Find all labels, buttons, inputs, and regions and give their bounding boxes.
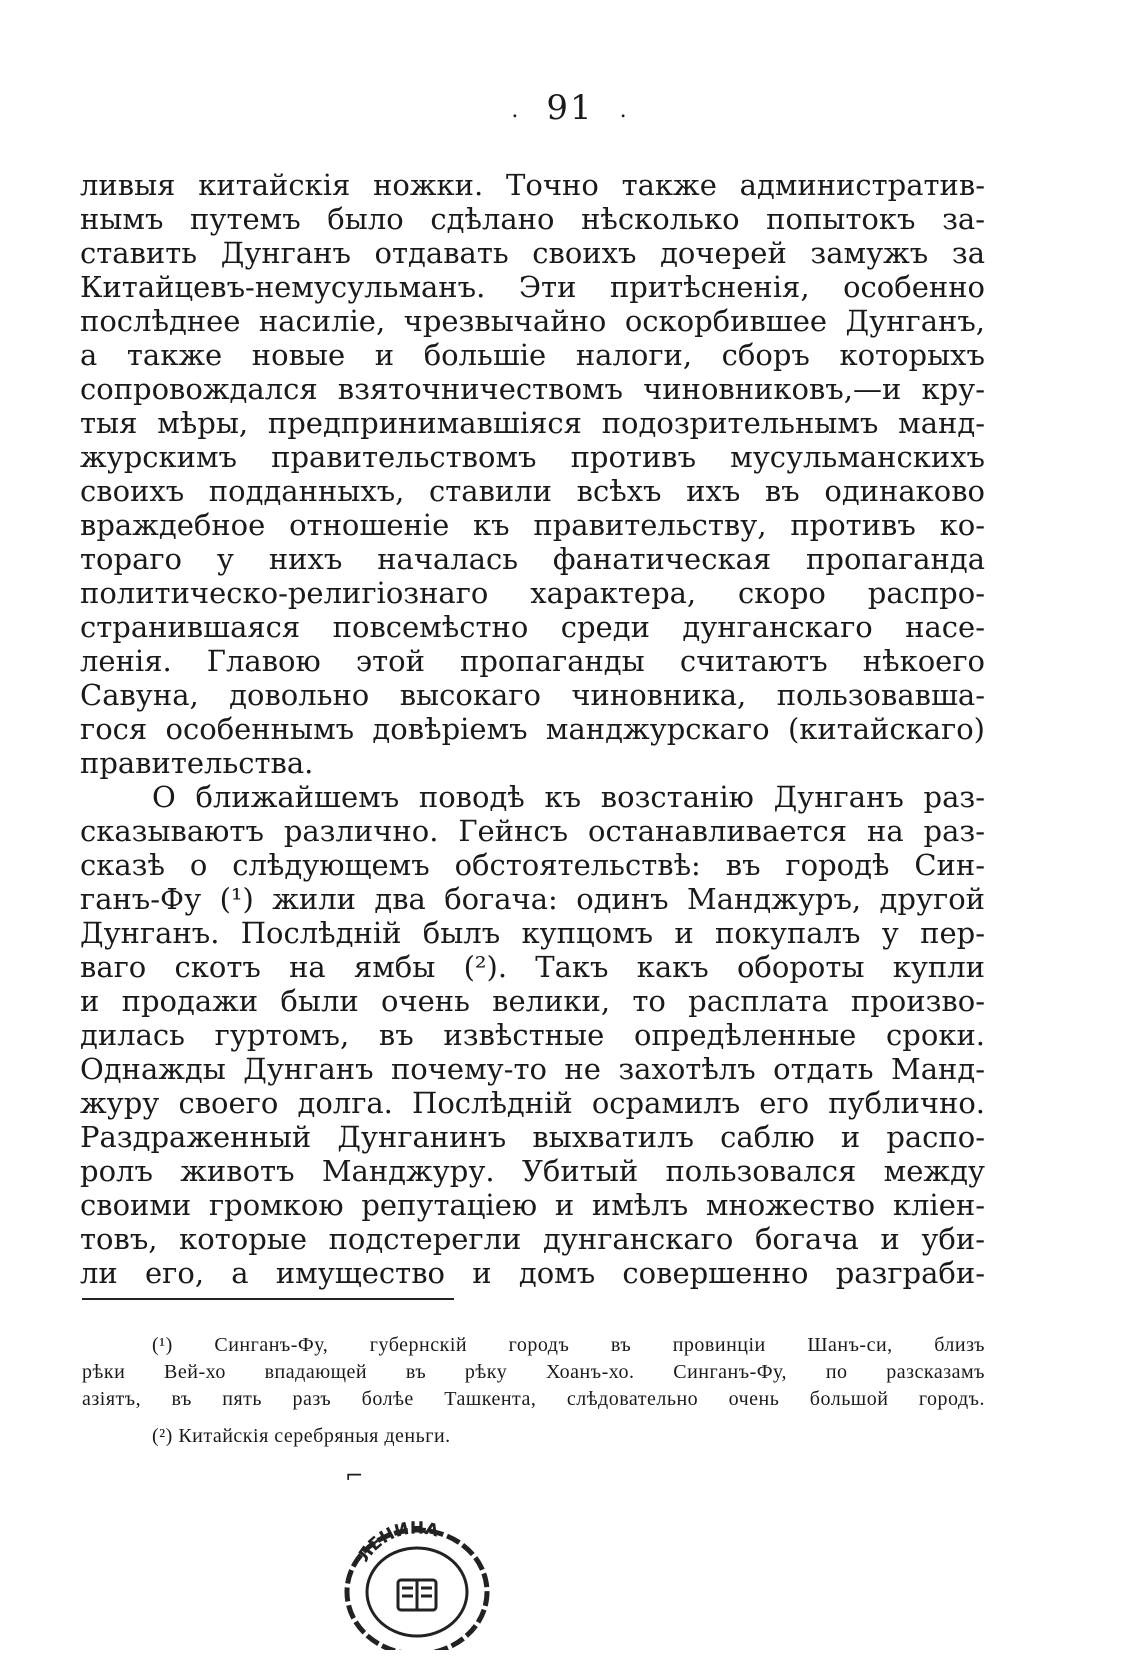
footnotes <box>82 1332 985 1450</box>
text-line: ставить Дунганъ отдавать своихъ дочерей замужъ за <box>80 236 985 270</box>
page-number-value: 91 <box>546 88 594 128</box>
footnote-divider <box>82 1298 454 1300</box>
page-number <box>0 88 1140 128</box>
stamp-text: ЛЕНИНА <box>353 1518 441 1566</box>
text-line: а также новые и большіе налоги, сборъ которыхъ <box>80 338 985 372</box>
text-line: политическо-религіознаго характера, скоро распро- <box>80 576 985 610</box>
text-line: своихъ подданныхъ, ставили всѣхъ ихъ въ одинаково <box>80 474 985 508</box>
text-line: сказѣ о слѣдующемъ обстоятельствѣ: въ городѣ Син- <box>80 848 985 882</box>
text-line: журскимъ правительствомъ противъ мусульманскихъ <box>80 440 985 474</box>
dot-icon: . <box>619 97 629 123</box>
text-line: ливыя китайскія ножки. Точно также административ- <box>80 168 985 202</box>
body-text <box>80 168 985 1290</box>
text-line: послѣднее насиліе, чрезвычайно оскорбившее Дунганъ, <box>80 304 985 338</box>
text-line: ленія. Главою этой пропаганды считаютъ нѣкоего <box>80 644 985 678</box>
text-line: странившаяся повсемѣстно среди дунганскаго насе- <box>80 610 985 644</box>
text-line: Китайцевъ-немусульманъ. Эти притѣсненія, особенно <box>80 270 985 304</box>
paragraph-start-line: О ближайшемъ поводѣ къ возстанію Дунганъ раз- <box>152 780 985 814</box>
text-line: Савуна, довольно высокаго чиновника, пользовавша- <box>80 678 985 712</box>
text-line: ганъ-Фу (¹) жили два богача: одинъ Манджуръ, другой <box>80 882 985 916</box>
text-line: дилась гуртомъ, въ извѣстные опредѣленные сроки. <box>80 1018 985 1052</box>
text-line: Дунганъ. Послѣдній былъ купцомъ и покупалъ у пер- <box>80 916 985 950</box>
text-line: сопровождался взяточничествомъ чиновниковъ,—и кру- <box>80 372 985 406</box>
footnote-line: азіятъ, въ пять разъ болѣе Ташкента, слѣдовательно очень большой городъ. <box>82 1388 985 1410</box>
text-line: Однажды Дунганъ почему-то не захотѣлъ отдать Манд- <box>80 1052 985 1086</box>
text-line: Раздраженный Дунганинъ выхватилъ саблю и распо- <box>80 1120 985 1154</box>
text-line: тыя мѣры, предпринимавшіяся подозрительнымъ манд- <box>80 406 985 440</box>
library-stamp-icon <box>332 1500 502 1650</box>
text-line: журу своего долга. Послѣдній осрамилъ его публично. <box>80 1086 985 1120</box>
footnote-line: рѣки Вей-хо впадающей въ рѣку Хоанъ-хо. Синганъ-Фу, по разсказамъ <box>82 1361 985 1383</box>
footnote-line: (¹) Синганъ-Фу, губернскій городъ въ провинціи Шанъ-си, близъ <box>152 1334 985 1356</box>
svg-text:ЛЕНИНА <box>354 1519 441 1566</box>
text-line: нымъ путемъ было сдѣлано нѣсколько попытокъ за- <box>80 202 985 236</box>
pen-mark-icon: ⌐ <box>345 1464 364 1489</box>
text-line: гося особеннымъ довѣріемъ манджурскаго (китайскаго) <box>80 712 985 746</box>
dot-icon: . <box>511 97 521 123</box>
text-line: своими громкою репутаціею и имѣлъ множество кліен- <box>80 1188 985 1222</box>
text-line: ваго скотъ на ямбы (²). Такъ какъ обороты купли <box>80 950 985 984</box>
book-icon <box>398 1580 436 1610</box>
text-line: товъ, которые подстерегли дунганскаго богача и уби- <box>80 1222 985 1256</box>
text-line: ролъ животъ Манджуру. Убитый пользовался между <box>80 1154 985 1188</box>
text-line: и продажи были очень велики, то расплата произво- <box>80 984 985 1018</box>
text-line: тораго у нихъ началась фанатическая пропаганда <box>80 542 985 576</box>
footnote-line: (²) Китайскія серебряныя деньги. <box>152 1425 451 1447</box>
text-line: враждебное отношеніе къ правительству, противъ ко- <box>80 508 985 542</box>
text-line: сказываютъ различно. Гейнсъ останавливается на раз- <box>80 814 985 848</box>
text-line: ли его, а имущество и домъ совершенно разграби- <box>80 1256 985 1290</box>
text-line: правительства. <box>80 746 314 780</box>
